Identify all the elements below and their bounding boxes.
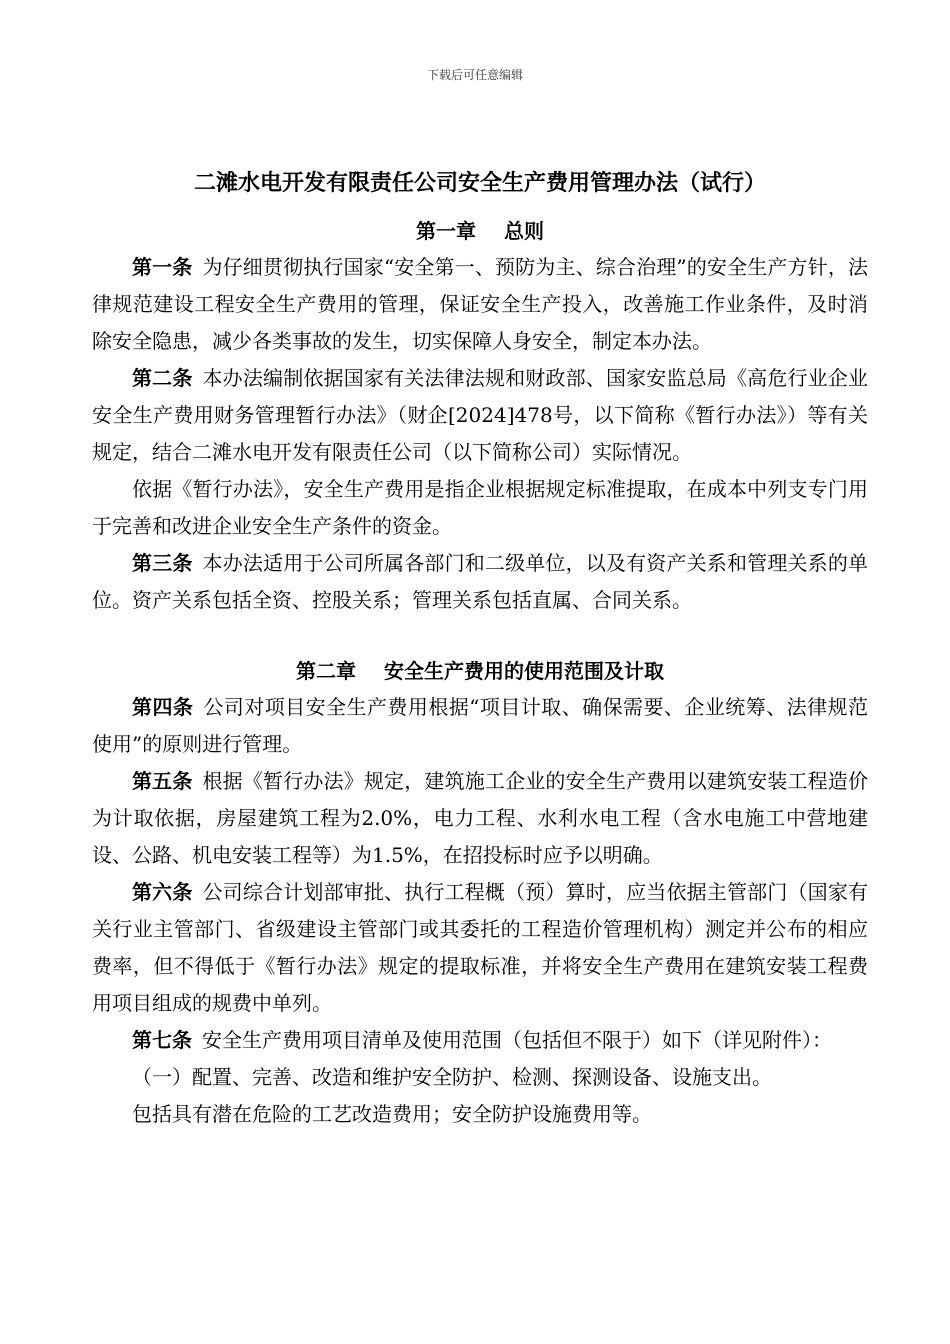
article-paragraph xyxy=(92,360,868,471)
article-number: 第三条 xyxy=(132,551,193,575)
chapter-heading-2 xyxy=(92,653,868,689)
chapter-name: 总则 xyxy=(504,219,544,243)
article-number: 第二条 xyxy=(132,366,193,390)
article-number: 第一条 xyxy=(132,255,193,279)
article-paragraph xyxy=(92,545,868,619)
list-item-text: （一）配置、完善、改造和维护安全防护、检测、探测设备、设施支出。 xyxy=(132,1065,772,1089)
chapter-heading-1 xyxy=(92,213,868,249)
article-text: 根据《暂行办法》规定，建筑施工企业的安全生产费用以建筑安装工程造价为计取依据，房屋建筑工程为2.0%，电力工程、水利水电工程（含水电施工中营地建设、公路、机电安装工程等）为1.5%，在招投标时应予以明确。 xyxy=(92,769,869,867)
paragraph-text: 依据《暂行办法》，安全生产费用是指企业根据规定标准提取，在成本中列支专门用于完善和改进企业安全生产条件的资金。 xyxy=(92,477,868,538)
article-text: 安全生产费用项目清单及使用范围（包括但不限于）如下（详见附件）： xyxy=(202,1028,832,1052)
article-number: 第七条 xyxy=(132,1028,192,1052)
body-paragraph xyxy=(92,1096,868,1133)
article-number: 第六条 xyxy=(132,880,193,904)
article-paragraph xyxy=(92,763,868,874)
list-item xyxy=(92,1059,868,1096)
article-paragraph xyxy=(92,249,868,360)
article-text: 公司对项目安全生产费用根据“项目计取、确保需要、企业统筹、法律规范使用”的原则进行管理。 xyxy=(92,695,868,756)
article-number: 第四条 xyxy=(132,695,194,719)
document-title: 二滩水电开发有限责任公司安全生产费用管理办法（试行） xyxy=(193,170,766,196)
chapter-number: 第二章 xyxy=(296,659,356,683)
document-body xyxy=(92,165,868,1133)
chapter-number: 第一章 xyxy=(416,219,476,243)
article-text: 本办法适用于公司所属各部门和二级单位，以及有资产关系和管理关系的单位。资产关系包括全资、控股关系；管理关系包括直属、合同关系。 xyxy=(92,551,869,612)
article-text: 本办法编制依据国家有关法律法规和财政部、国家安监总局《高危行业企业安全生产费用财务管理暂行办法》（财企[2024]478号，以下简称《暂行办法》）等有关规定，结合二滩水电开发有限责任公司（以下简称公司）实际情况。 xyxy=(92,366,869,464)
header-note: 下载后可任意编辑 xyxy=(426,68,523,82)
article-number: 第五条 xyxy=(132,769,193,793)
article-paragraph xyxy=(92,689,868,763)
chapter-name: 安全生产费用的使用范围及计取 xyxy=(384,659,664,683)
paragraph-text: 包括具有潜在危险的工艺改造费用；安全防护设施费用等。 xyxy=(132,1102,652,1126)
article-text: 为仔细贯彻执行国家“安全第一、预防为主、综合治理”的安全生产方针，法律规范建设工程安全生产费用的管理，保证安全生产投入，改善施工作业条件，及时消除安全隐患，减少各类事故的发生，切实保障人身安全，制定本办法。 xyxy=(92,255,869,353)
article-text: 公司综合计划部审批、执行工程概（预）算时，应当依据主管部门（国家有关行业主管部门、省级建设主管部门或其委托的工程造价管理机构）测定并公布的相应费率，但不得低于《暂行办法》规定的提取标准，并将安全生产费用在建筑安装工程费用项目组成的规费中单列。 xyxy=(92,880,869,1015)
body-paragraph xyxy=(92,471,868,545)
article-paragraph xyxy=(92,874,868,1022)
article-paragraph xyxy=(92,1022,868,1059)
